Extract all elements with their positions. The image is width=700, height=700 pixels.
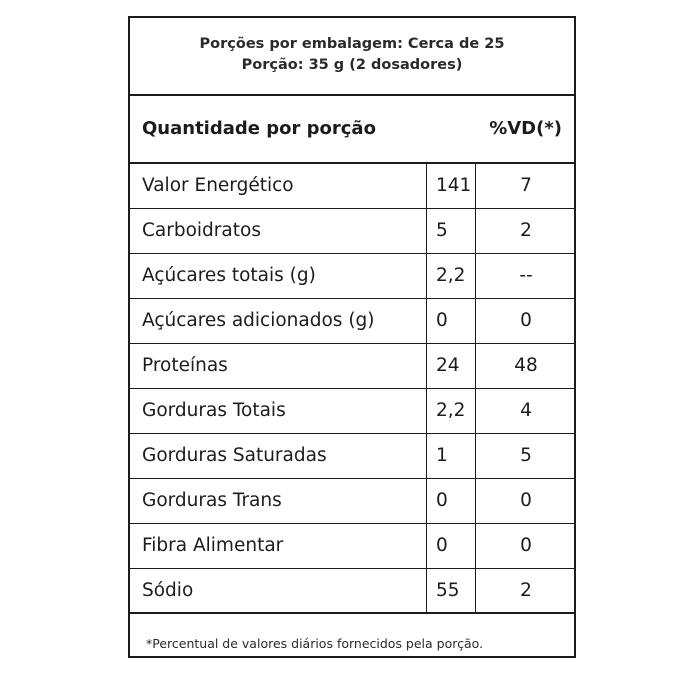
nutrient-dv: 0	[520, 490, 532, 511]
daily-value-label: %VD(*)	[489, 118, 562, 139]
nutrient-dv: 4	[520, 400, 532, 421]
nutrient-dv-cell	[476, 524, 576, 568]
nutrient-amount: 24	[436, 355, 460, 376]
nutrient-row	[130, 479, 574, 524]
nutrient-amount: 5	[436, 220, 448, 241]
nutrient-row	[130, 299, 574, 344]
nutrient-amount-cell	[426, 209, 476, 253]
nutrient-amount: 0	[436, 490, 448, 511]
nutrient-row	[130, 389, 574, 434]
column-header-row	[130, 96, 574, 164]
nutrient-dv-cell	[476, 434, 576, 478]
nutrient-dv-cell	[476, 254, 576, 298]
nutrient-dv: 0	[520, 310, 532, 331]
nutrient-row	[130, 164, 574, 209]
nutrient-table	[130, 164, 574, 614]
nutrient-amount: 0	[436, 310, 448, 331]
quantity-per-serving-label: Quantidade por porção	[142, 118, 376, 139]
nutrient-row	[130, 524, 574, 569]
nutrient-name: Proteínas	[142, 355, 228, 376]
nutrient-name: Gorduras Saturadas	[142, 445, 327, 466]
nutrient-name: Valor Energético	[142, 175, 294, 196]
nutrient-dv-cell	[476, 479, 576, 523]
nutrient-amount: 2,2	[436, 400, 466, 421]
nutrient-dv: 0	[520, 535, 532, 556]
nutrient-name: Carboidratos	[142, 220, 261, 241]
nutrient-row	[130, 344, 574, 389]
nutrient-amount: 55	[436, 580, 460, 601]
nutrient-dv-cell	[476, 209, 576, 253]
nutrient-amount-cell	[426, 164, 476, 208]
serving-size: Porção: 35 g (2 dosadores)	[241, 57, 463, 73]
nutrient-amount: 141	[436, 175, 472, 196]
nutrient-dv-cell	[476, 389, 576, 433]
nutrient-name: Gorduras Totais	[142, 400, 286, 421]
nutrient-name: Fibra Alimentar	[142, 535, 284, 556]
nutrient-dv-cell	[476, 344, 576, 388]
daily-value-footnote: *Percentual de valores diários fornecidos pela porção.	[146, 636, 484, 651]
nutrient-amount: 0	[436, 535, 448, 556]
nutrient-name: Sódio	[142, 580, 194, 601]
nutrient-row	[130, 209, 574, 254]
nutrient-name: Açúcares totais (g)	[142, 265, 316, 286]
nutrient-row	[130, 434, 574, 479]
nutrient-dv-cell	[476, 569, 576, 612]
nutrient-dv: --	[519, 265, 533, 286]
nutrient-dv: 2	[520, 580, 532, 601]
servings-per-package: Porções por embalagem: Cerca de 25	[199, 36, 505, 52]
nutrient-amount: 2,2	[436, 265, 466, 286]
nutrition-facts-panel	[128, 16, 576, 658]
nutrient-amount: 1	[436, 445, 448, 466]
nutrient-dv: 2	[520, 220, 532, 241]
nutrient-name: Açúcares adicionados (g)	[142, 310, 375, 331]
nutrient-dv-cell	[476, 164, 576, 208]
nutrient-amount-cell	[426, 299, 476, 343]
nutrient-amount-cell	[426, 569, 476, 612]
nutrient-amount-cell	[426, 524, 476, 568]
nutrient-amount-cell	[426, 344, 476, 388]
nutrient-amount-cell	[426, 479, 476, 523]
nutrient-amount-cell	[426, 434, 476, 478]
nutrient-amount-cell	[426, 389, 476, 433]
serving-info-header	[130, 18, 574, 96]
nutrient-name: Gorduras Trans	[142, 490, 282, 511]
nutrient-dv: 7	[520, 175, 532, 196]
nutrient-dv-cell	[476, 299, 576, 343]
nutrient-amount-cell	[426, 254, 476, 298]
nutrient-row	[130, 254, 574, 299]
nutrient-row	[130, 569, 574, 614]
nutrient-dv: 5	[520, 445, 532, 466]
nutrient-dv: 48	[514, 355, 538, 376]
